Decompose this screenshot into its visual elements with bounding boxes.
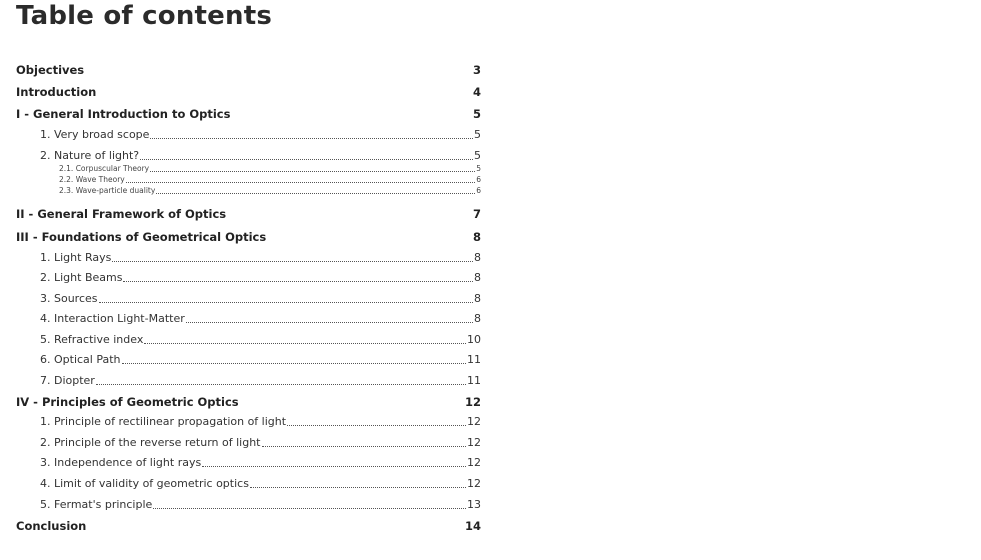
toc-entry-label: 1. Principle of rectilinear propagation of light <box>40 415 287 428</box>
toc-entry-label: Objectives <box>16 63 85 77</box>
toc-entry[interactable] <box>16 311 481 326</box>
toc-entry-page: 6 <box>476 186 481 195</box>
toc-entry-page: 11 <box>467 353 481 366</box>
toc-entry-page: 8 <box>472 230 481 244</box>
toc-entry[interactable] <box>16 270 481 285</box>
toc-entry[interactable] <box>16 148 481 163</box>
toc-entry[interactable] <box>16 84 481 100</box>
toc-entry-page: 13 <box>467 498 481 511</box>
toc-entry-label: 3. Sources <box>40 292 98 305</box>
toc-entry[interactable] <box>16 394 481 410</box>
toc-entry[interactable] <box>16 106 481 122</box>
toc-entry-label: 1. Very broad scope <box>40 128 150 141</box>
toc-entry[interactable] <box>16 414 481 429</box>
toc-entry-page: 12 <box>467 415 481 428</box>
toc-entry-label: I - General Introduction to Optics <box>16 107 231 121</box>
toc-entry-page: 11 <box>467 374 481 387</box>
toc-entry-label: 7. Diopter <box>40 374 95 387</box>
toc-entry[interactable] <box>16 206 481 222</box>
toc-leader-dots <box>123 281 473 282</box>
toc-entry-page: 5 <box>472 107 481 121</box>
toc-entry[interactable] <box>16 62 481 78</box>
toc-entry-label: 6. Optical Path <box>40 353 121 366</box>
toc-leader-dots <box>250 487 466 488</box>
toc-entry-label: 1. Light Rays <box>40 251 112 264</box>
toc-entry[interactable] <box>16 186 481 196</box>
toc-entry-label: 3. Independence of light rays <box>40 456 202 469</box>
toc-entry-page: 5 <box>474 128 481 141</box>
toc-entry-label: 2.3. Wave-particle duality <box>59 186 156 195</box>
toc-entry-label: 2.2. Wave Theory <box>59 175 125 184</box>
toc-entry-label: 5. Refractive index <box>40 333 144 346</box>
toc-entry-page: 4 <box>472 85 481 99</box>
toc-entry-page: 12 <box>467 436 481 449</box>
toc-entry-page: 14 <box>464 519 481 533</box>
toc-entry[interactable] <box>16 373 481 388</box>
toc-leader-dots <box>153 508 466 509</box>
toc-entry[interactable] <box>16 352 481 367</box>
toc-leader-dots <box>96 384 466 385</box>
toc-entry-page: 10 <box>467 333 481 346</box>
toc-entry-label: 5. Fermat's principle <box>40 498 153 511</box>
toc-entry-label: 2. Principle of the reverse return of light <box>40 436 261 449</box>
toc-entry-page: 6 <box>476 175 481 184</box>
toc-leader-dots <box>202 466 466 467</box>
toc-entry[interactable] <box>16 435 481 450</box>
toc-entry[interactable] <box>16 175 481 185</box>
toc-entry-page: 8 <box>474 312 481 325</box>
toc-entry-page: 5 <box>476 164 481 173</box>
toc-entry[interactable] <box>16 332 481 347</box>
toc-leader-dots <box>287 425 466 426</box>
toc-leader-dots <box>262 446 467 447</box>
toc-entry-label: Introduction <box>16 85 97 99</box>
toc-leader-dots <box>150 171 475 172</box>
toc-leader-dots <box>144 343 466 344</box>
toc-entry[interactable] <box>16 164 481 174</box>
toc-entry[interactable] <box>16 476 481 491</box>
toc-leader-dots <box>112 261 473 262</box>
toc-entry[interactable] <box>16 291 481 306</box>
toc-entry[interactable] <box>16 455 481 470</box>
toc-entry-label: Conclusion <box>16 519 87 533</box>
toc-leader-dots <box>186 322 473 323</box>
toc-entry-page: 8 <box>474 292 481 305</box>
toc-entry-page: 5 <box>474 149 481 162</box>
toc-entry-page: 8 <box>474 271 481 284</box>
toc-entry[interactable] <box>16 250 481 265</box>
toc-leader-dots <box>122 363 466 364</box>
toc-leader-dots <box>99 302 473 303</box>
toc-entry-page: 12 <box>464 395 481 409</box>
toc-entry-page: 3 <box>472 63 481 77</box>
toc-leader-dots <box>156 193 475 194</box>
toc-leader-dots <box>140 159 473 160</box>
toc-entry-label: 2. Nature of light? <box>40 149 140 162</box>
toc-leader-dots <box>150 138 473 139</box>
toc-entry[interactable] <box>16 127 481 142</box>
toc-entry-label: 4. Interaction Light-Matter <box>40 312 185 325</box>
toc-entry-page: 8 <box>474 251 481 264</box>
toc-entry-page: 12 <box>467 456 481 469</box>
toc-entry-label: 2. Light Beams <box>40 271 123 284</box>
toc-leader-dots <box>126 182 475 183</box>
toc-entry-label: II - General Framework of Optics <box>16 207 227 221</box>
page-title: Table of contents <box>16 1 273 31</box>
toc-entry-page: 12 <box>467 477 481 490</box>
toc-entry[interactable] <box>16 518 481 534</box>
toc-entry-label: 4. Limit of validity of geometric optics <box>40 477 249 490</box>
toc-entry-label: III - Foundations of Geometrical Optics <box>16 230 267 244</box>
toc-entry-label: IV - Principles of Geometric Optics <box>16 395 239 409</box>
toc-entry-page: 7 <box>472 207 481 221</box>
toc-entry[interactable] <box>16 229 481 245</box>
toc-entry[interactable] <box>16 497 481 512</box>
toc-entry-label: 2.1. Corpuscular Theory <box>59 164 150 173</box>
